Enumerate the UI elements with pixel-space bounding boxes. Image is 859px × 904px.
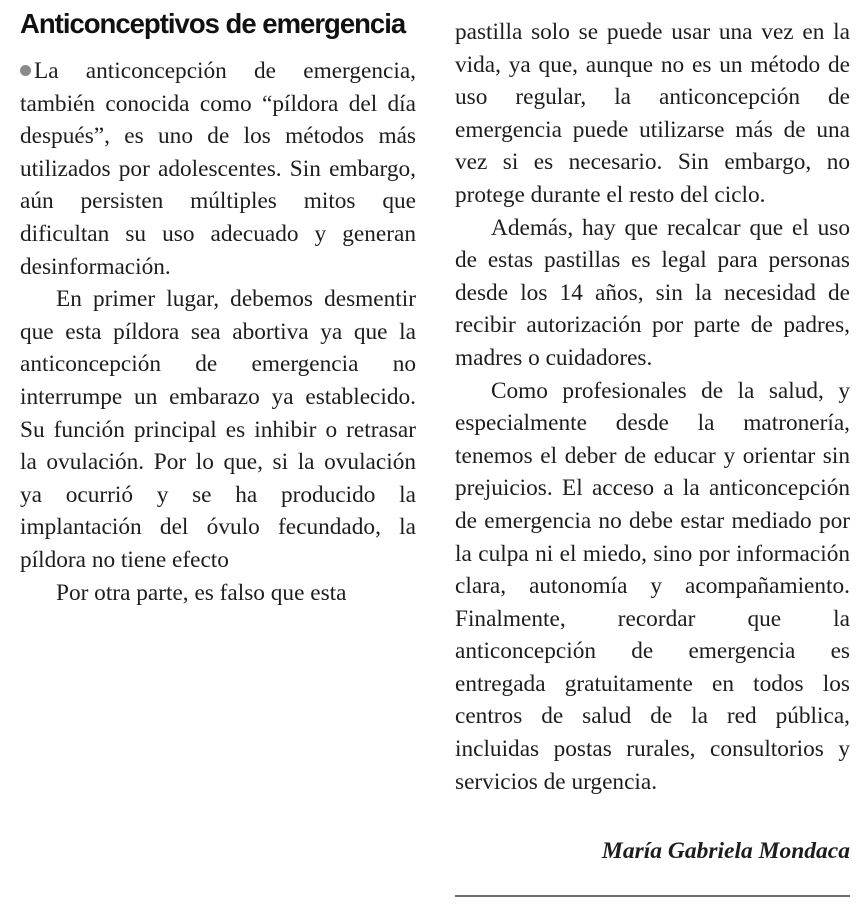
bottom-divider [455,895,850,897]
left-text-block [20,55,416,609]
paragraph-legal-age: Además, hay que recalcar que el uso de estas pastillas es legal para personas desde los 14 años, sin la necesidad de recibir autorización por parte de padres, madres o cuidadores. [455,214,850,371]
right-text-block [455,16,850,798]
bullet-dot-icon [20,65,31,76]
paragraph-myth-abortive: En primer lugar, debemos desmentir que esta píldora sea abortiva ya que la anticoncepción de emergencia no interrumpe un embarazo ya establecido. Su función principal es inhibir o retrasar la ovulación. Por lo que, si la ovulación ya ocurrió y se ha producido la implantación del óvulo fecundado, la píldora no tiene efecto [20,286,416,573]
paragraph-myth-once-cont: pastilla solo se puede usar una vez en la vida, ya que, aunque no es un método de uso regular, la anticoncepción de emergencia puede utilizarse más de una vez si es necesario. Sin embargo, no protege durante el resto del ciclo. [455,19,850,208]
author-signature: María Gabriela Mondaca [601,838,850,864]
paragraph-professionals: Como profesionales de la salud, y especialmente desde la matronería, tenemos el deber de educar y orientar sin prejuicios. El acceso a la anticoncepción de emergencia no debe estar mediado por la culpa ni el miedo, sino por información clara, autonomía y acompañamiento. Finalmente, recordar que la anticoncepción de emergencia es entregada gratuitamente en todos los centros de salud de la red pública, incluidas postas rurales, consultorios y servicios de urgencia. [455,377,850,795]
article-headline: Anticonceptivos de emergencia [20,8,406,39]
paragraph-myth-once-start: Por otra parte, es falso que esta [56,579,347,606]
paragraph-intro [20,55,416,283]
paragraph-intro-text: La anticoncepción de emergencia, también conocida como “píldora del día después”, es uno de los métodos más utilizados por adolescentes. Sin embargo, aún persisten múltiples mitos que dificultan su uso adecuado y generan desinformación. [20,58,416,280]
